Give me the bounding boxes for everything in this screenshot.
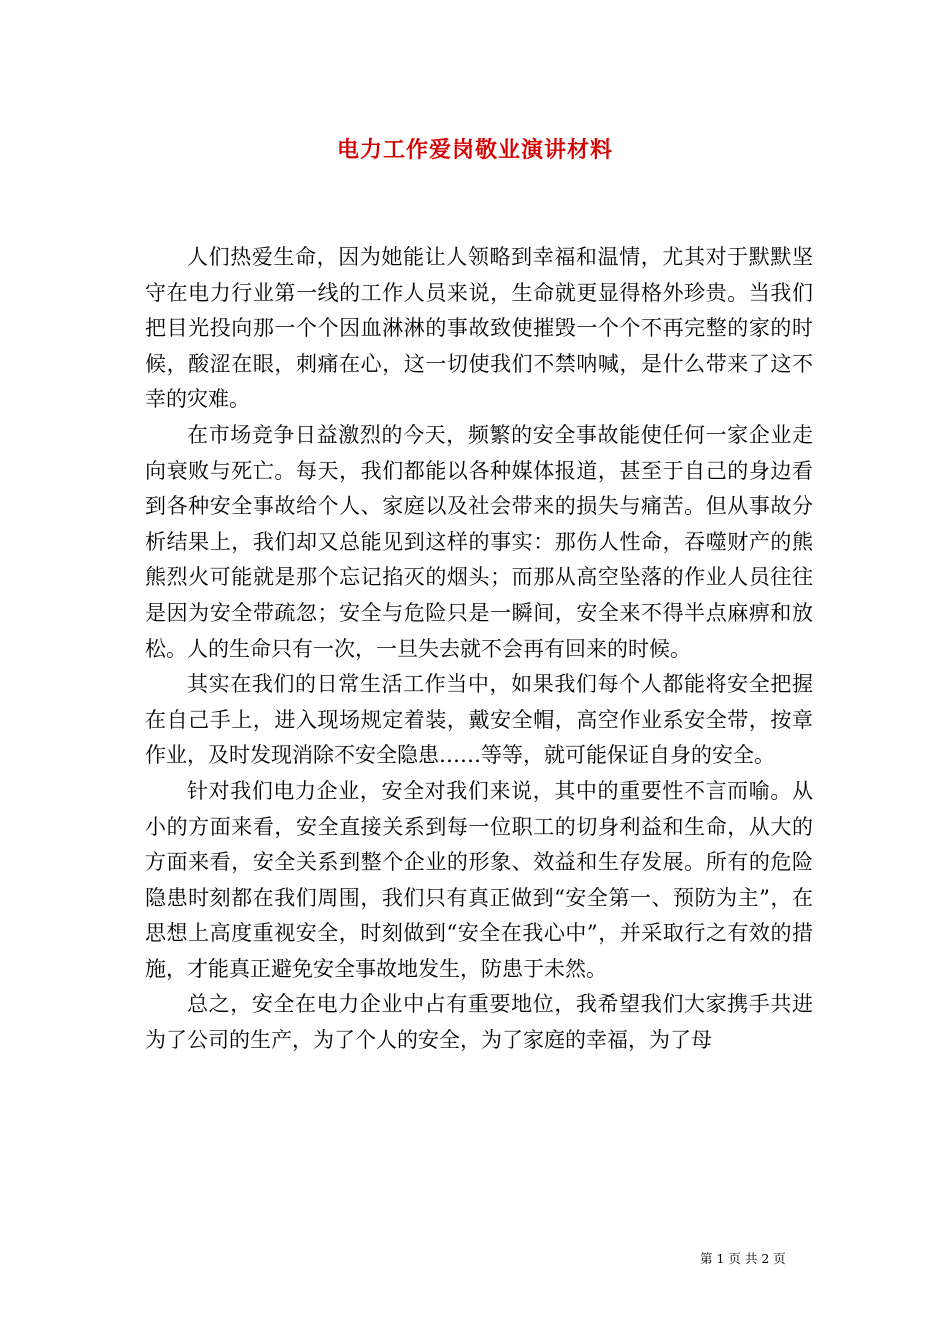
document-title: 电力工作爱岗敬业演讲材料 — [336, 137, 613, 163]
paragraph-4: 针对我们电力企业，安全对我们来说，其中的重要性不言而喻。从小的方面来看，安全直接关系到每一位职工的切身利益和生命，从大的方面来看，安全关系到整个企业的形象、效益和生存发展。所有的危险隐患时刻都在我们周围，我们只有真正做到“安全第一、预防为主”，在思想上高度重视安全，时刻做到“安全在我心中”，并采取行之有效的措施，才能真正避免安全事故地发生，防患于未然。 — [145, 778, 813, 981]
document-body — [145, 240, 813, 1059]
paragraph-1: 人们热爱生命，因为她能让人领略到幸福和温情，尤其对于默默坚守在电力行业第一线的工作人员来说，生命就更显得格外珍贵。当我们把目光投向那一个个因血淋淋的事故致使摧毁一个个不再完整的家的时候，酸涩在眼，刺痛在心，这一切使我们不禁呐喊，是什么带来了这不幸的灾难。 — [145, 245, 813, 412]
paragraph-2: 在市场竞争日益激烈的今天，频繁的安全事故能使任何一家企业走向衰败与死亡。每天，我们都能以各种媒体报道，甚至于自己的身边看到各种安全事故给个人、家庭以及社会带来的损失与痛苦。但从事故分析结果上，我们却又总能见到这样的事实：那伤人性命，吞噬财产的熊熊烈火可能就是那个忘记掐灭的烟头；而那从高空坠落的作业人员往往是因为安全带疏忽；安全与危险只是一瞬间，安全来不得半点麻痹和放松。人的生命只有一次，一旦失去就不会再有回来的时候。 — [145, 422, 813, 661]
paragraph-3: 其实在我们的日常生活工作当中，如果我们每个人都能将安全把握在自己手上，进入现场规定着装，戴安全帽，高空作业系安全带，按章作业，及时发现消除不安全隐患……等等，就可能保证自身的安全。 — [145, 672, 813, 768]
paragraph-5: 总之，安全在电力企业中占有重要地位，我希望我们大家携手共进为了公司的生产，为了个人的安全，为了家庭的幸福，为了母 — [145, 992, 813, 1053]
page-number-footer: 第 1 页 共 2 页 — [700, 1251, 786, 1266]
